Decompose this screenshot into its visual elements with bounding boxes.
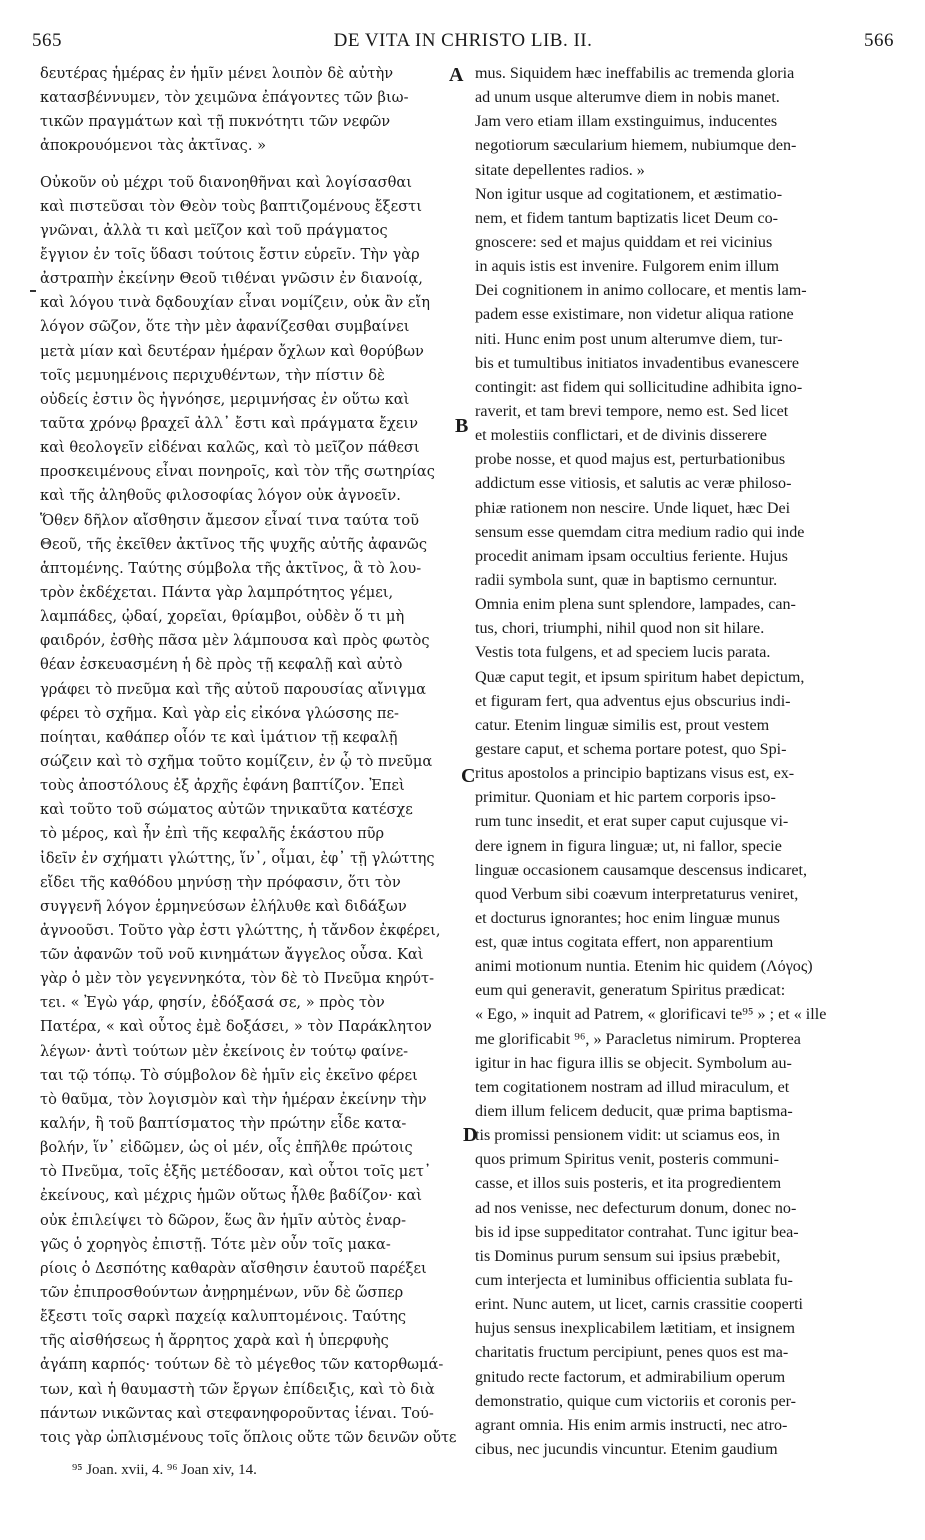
greek-text-line: τοῖς μεμυημένοις περιχυθέντων, τὴν πίστιν δὲ xyxy=(40,366,385,384)
greek-text-line: των, καὶ ἡ θαυμαστὴ τῶν ἔργων ἐπίδειξις, καὶ τὸ διὰ xyxy=(40,1380,435,1398)
latin-text-line: raverit, et tam brevi tempore, nemo est. Sed licet xyxy=(475,402,789,420)
latin-text-line: quod Verbum sibi coævum interpretaturus veniret, xyxy=(475,885,799,903)
greek-text-line: τοὺς ἀποστόλους ἐξ ἀρχῆς ἐφάνη βαπτίζον. Ἐπεὶ xyxy=(40,777,405,795)
greek-text-line: καὶ λόγου τινὰ δᾳδουχίαν εἶναι νομίζειν, οὐκ ἂν εἴη xyxy=(40,294,430,312)
latin-column xyxy=(475,62,895,1482)
greek-text-line: ἀστραπὴν ἐκείνην Θεοῦ τιθέναι γνῶσιν ἐν διανοίᾳ, xyxy=(40,270,423,288)
greek-text-line: τοις γὰρ ὡπλισμένους τοῖς ὅπλοις οὔτε τῶν δεινῶν οὔτε xyxy=(40,1428,457,1446)
greek-text-line: ἐκείνους, καὶ μέχρις ἡμῶν οὕτως ἦλθε βαδίζον· καὶ xyxy=(40,1187,422,1205)
latin-text-line: charitatis fructum percipiunt, penes quos est ma- xyxy=(475,1344,789,1362)
footnote: ⁹⁵ Joan. xvii, 4. ⁹⁶ Joan xiv, 14. xyxy=(72,1462,257,1478)
greek-text-line: πάντων νικῶντας καὶ στεφανηφοροῦντας ἰέναι. Τού- xyxy=(40,1404,434,1422)
greek-text-line: προσκειμένους εἶναι πονηροῖς, καὶ τὸν τῆς σωτηρίας xyxy=(40,463,435,481)
latin-text-line: ad unum usque alterumve diem in nobis manet. xyxy=(475,89,780,107)
greek-text-line xyxy=(40,159,456,171)
latin-text-line: padem esse existimare, non videtur aliqua ratione xyxy=(475,306,794,324)
latin-text-line: bis et tumultibus initiatos invadentibus evanescere xyxy=(475,354,800,372)
greek-text-line: καὶ θεολογεῖν εἰδέναι καλῶς, καὶ τὸ μεῖζον πάθεσι xyxy=(40,439,420,457)
latin-text-line: « Ego, » inquit ad Patrem, « glorificavi te⁹⁵ » ; et « ille xyxy=(475,1006,827,1024)
greek-column xyxy=(40,62,456,1482)
greek-text-line: ρίοις ὁ Δεσπότης καθαρὰν αἴσθησιν ἑαυτοῦ παρέξει xyxy=(40,1259,427,1277)
greek-text-line: ἀποκρουόμενοι τὰς ἀκτῖνας. » xyxy=(40,137,267,155)
greek-text-line: ἔξεστι τοῖς σαρκὶ παχείᾳ καλυπτομένοις. Ταύτης xyxy=(40,1308,407,1326)
greek-text-line: λέγων· ἀντὶ τούτων μὲν ἐκείνοις ἐν τούτῳ φαίνε- xyxy=(40,1042,409,1060)
latin-text-line: in aquis istis est invenire. Fulgorem enim illum xyxy=(475,258,779,276)
latin-text-line: est, quæ intus cogitata effert, non apparentium xyxy=(475,934,774,952)
greek-text-line: Πατέρα, « καὶ οὗτος ἐμὲ δοξάσει, » τὸν Παράκλητον xyxy=(40,1018,432,1036)
greek-text-line: ταῦτα χρόνῳ βραχεῖ ἀλλ᾽ ἔστι καὶ πράγματα ἔχειν xyxy=(40,414,418,432)
latin-text-line: gnoscere: sed et majus quiddam et rei vicinius xyxy=(475,233,773,251)
latin-text-line: agrant omnia. His enim armis instructi, nec atro- xyxy=(475,1416,788,1434)
latin-text-line: sensum esse quemdam citra medium radio qui inde xyxy=(475,523,805,541)
latin-text-line: tis promissi pensionem vidit: ut sciamus eos, in xyxy=(475,1127,780,1145)
greek-text-line: ποίηται, καθάπερ οἷόν τε καὶ ἱμάτιον τῇ κεφαλῇ xyxy=(40,728,398,746)
latin-text-line: cum interjecta et luminibus officientia sublata fu- xyxy=(475,1272,793,1290)
latin-text-line: ritus apostolos a principio baptizans visus est, ex- xyxy=(475,765,795,783)
greek-text-line: γνῶναι, ἀλλὰ τι καὶ μεῖζον καὶ τοῦ πράγματος xyxy=(40,221,388,239)
latin-text-line: addictum esse vitiosis, et salutis ac veræ philoso- xyxy=(475,475,792,493)
latin-text-line: mus. Siquidem hæc ineffabilis ac tremenda gloria xyxy=(475,65,795,82)
latin-text-line: animi motionum nuntia. Etenim hic quidem (Λόγος) xyxy=(475,958,813,976)
greek-text-line: Οὐκοῦν οὐ μέχρι τοῦ διανοηθῆναι καὶ λογίσασθαι xyxy=(40,173,412,191)
latin-text-line: negotiorum sæcularium hiemem, nubiumque den- xyxy=(475,137,797,155)
latin-text-line: diem illum felicem deducit, quæ prima baptisma- xyxy=(475,1103,793,1121)
greek-text-line: δευτέρας ἡμέρας ἐν ἡμῖν μένει λοιπὸν δὲ αὐτὴν xyxy=(40,65,394,82)
latin-text-line: rum tunc insedit, et erat super caput cujusque vi- xyxy=(475,813,789,831)
greek-text-line: τῶν ἐπιπροσθούντων ἀνῃρημένων, νῦν δὲ ὥσπερ xyxy=(40,1284,404,1302)
greek-text-line: μετὰ μίαν καὶ δευτέραν ἡμέραν ὄχλων καὶ θορύβων xyxy=(40,342,424,360)
greek-text-line: καὶ πιστεῦσαι τὸν Θεὸν τοὺς βαπτιζομένους ἔξεστι xyxy=(40,197,422,215)
greek-text-line: ἀγνοοῦσι. Τοῦτο γὰρ ἐστι γλώττης, ἡ τἄνδον ἐκφέρει, xyxy=(40,921,441,939)
latin-text-line: tus, chori, triumphi, nihil quod non sit hilare. xyxy=(475,620,765,638)
latin-text-line: me glorificabit ⁹⁶, » Paracletus nimirum. Propterea xyxy=(475,1030,801,1048)
greek-text-line: καλήν, ἣ τοῦ βαπτίσματος τὴν πρώτην εἶδε κατα- xyxy=(40,1115,407,1133)
latin-text-line: casse, et illos suis posteris, et ita progredientem xyxy=(475,1175,782,1193)
greek-text-line: καὶ τοῦτο τοῦ σώματος αὐτῶν τηνικαῦτα κατέσχε xyxy=(40,801,413,819)
greek-text-line: βολήν, ἵν᾽ εἰδῶμεν, ὡς οἱ μέν, οἷς ἐπῆλθε πρώτοις xyxy=(40,1139,413,1157)
page-number-right: 566 xyxy=(864,30,894,51)
section-marker-b: B xyxy=(455,415,469,437)
latin-text-line: niti. Hunc enim post unum alterumve diem, tur- xyxy=(475,330,783,348)
greek-text-line: Θεοῦ, τῆς ἐκεῖθεν ἀκτῖνος τῆς ψυχῆς αὐτῆς ἀφανῶς xyxy=(40,535,427,553)
greek-text-line: τει. « Ἐγὼ γάρ, φησίν, ἐδόξασά σε, » πρὸς τὸν xyxy=(40,994,385,1012)
greek-text-line: ἰδεῖν ἐν σχήματι γλώττης, ἵν᾽, οἶμαι, ἐφ᾽ τῇ γλώττης xyxy=(40,849,435,867)
latin-text-line: probe nosse, et quod majus est, perturbationibus xyxy=(475,451,786,469)
greek-text-line: σώζειν καὶ τὸ σχῆμα τοῦτο κομίζειν, ἐν ᾧ τὸ πνεῦμα xyxy=(40,752,433,770)
latin-text-line: igitur in hac figura illis se objecit. Symbolum au- xyxy=(475,1054,792,1072)
latin-text-line: gestare caput, et schema portare potest, quo Spi- xyxy=(475,740,787,758)
greek-text-line: Ὅθεν δῆλον αἴσθησιν ἄμεσον εἶναί τινα ταύτα τοῦ xyxy=(40,511,420,529)
latin-text-line: nem, et fidem tantum baptizatis licet Deum co- xyxy=(475,209,778,227)
greek-text-line: καὶ τῆς ἀληθοῦς φιλοσοφίας λόγον οὐκ ἀγνοεῖν. xyxy=(40,487,401,505)
latin-text-line: primitur. Quoniam et hic partem corporis ipso- xyxy=(475,789,776,807)
latin-text-line: Omnia enim plena sunt splendore, lampades, can- xyxy=(475,596,796,614)
greek-text-line: τὸ Πνεῦμα, τοῖς ἑξῆς μετέδοσαν, καὶ οὗτοι τοῖς μετ᾽ xyxy=(40,1163,432,1181)
latin-text-line: cibus, nec jucundis vincuntur. Etenim gaudium xyxy=(475,1441,778,1459)
greek-text-line: ται τῷ τόπῳ. Τὸ σύμβολον δὲ ἡμῖν εἰς ἐκεῖνο φέρει xyxy=(40,1066,418,1084)
latin-text-line: tem cogitationem nostram ad illud miraculum, et xyxy=(475,1078,790,1096)
latin-text-line: Vestis tota fulgens, et ad speciem lucis parata. xyxy=(475,644,771,662)
section-marker-a: A xyxy=(449,64,464,86)
latin-text-line: linguæ occasionem causamque descensus indicaret, xyxy=(475,861,808,879)
greek-text-line: κατασβέννυμεν, τὸν χειμῶνα ἐπάγοντες τῶν βιω- xyxy=(40,89,409,107)
greek-text-line: ἀγάπη καρπός· τούτων δὲ τὸ μέγεθος τῶν κατορθωμά- xyxy=(40,1356,444,1374)
latin-text-line: sitate depellentes radios. » xyxy=(475,161,645,179)
greek-text-line: εἴδει τῆς καθόδου μηνύσῃ τὴν πρόφασιν, ὅτι τὸν xyxy=(40,873,401,891)
greek-text-line: λόγον σῶζον, ὅτε τὴν μὲν ἀφανίζεσθαι συμβαίνει xyxy=(40,318,410,336)
latin-text-line: dere ignem in figura linguæ; ut, ni fallor, specie xyxy=(475,837,782,855)
latin-text-line: Dei cognitionem in animo collocare, et mentis lam- xyxy=(475,282,807,300)
greek-text-line: λαμπάδες, ᾠδαί, χορεῖαι, θρίαμβοι, οὐδὲν ὅ τι μὴ xyxy=(40,608,405,626)
section-marker-c: C xyxy=(461,765,476,787)
latin-text-line: et docturus ignorantes; hoc enim linguæ munus xyxy=(475,909,780,927)
latin-text-line: hujus sensus inexplicabilem lætitiam, et insignem xyxy=(475,1320,796,1338)
latin-text-line: gnitudo recte factorum, et admirabilium operum xyxy=(475,1368,786,1386)
greek-text-line: ἁπτομένης. Ταύτης σύμβολα τῆς ἀκτῖνος, ἃ τὸ λου- xyxy=(40,559,422,577)
greek-text-line: οὐδείς ἐστιν ὃς ἠγνόησε, μεριμνήσας ἐν οὕτω καὶ xyxy=(40,390,410,408)
latin-text-line: phiæ rationem non nescire. Unde liquet, hæc Dei xyxy=(475,499,791,517)
latin-text-line: erint. Nunc autem, ut licet, carnis crassitie cooperti xyxy=(475,1296,804,1314)
latin-text-line: Jam vero etiam illam exstinguimus, inducentes xyxy=(475,113,778,131)
latin-text-line: Quæ caput tegit, et ipsum spiritum habet depictum, xyxy=(475,668,805,686)
page-header xyxy=(32,30,894,64)
page-number-left: 565 xyxy=(32,30,62,51)
greek-text-line: συγγενῆ λόγον ἑρμηνεύσων ἐλήλυθε καὶ διδάξων xyxy=(40,897,407,915)
greek-text-line: οὐκ ἐπιλείψει τὸ δῶρον, ἕως ἂν ἡμῖν αὐτὸς ἐναρ- xyxy=(40,1211,406,1229)
latin-text-line: catur. Etenim linguæ similis est, prout vestem xyxy=(475,716,770,734)
latin-text-line: tis Dominus purum sensum sui ipsius præbebit, xyxy=(475,1247,781,1265)
latin-text-line: quos primum Spiritus venit, posteris communi- xyxy=(475,1151,779,1169)
margin-mark xyxy=(30,290,36,292)
greek-text-line: τρὸν ἐκδέχεται. Πάντα γὰρ λαμπρότητος γέμει, xyxy=(40,583,394,601)
latin-text-line: contingit: ast fidem qui sollicitudine adhibita igno- xyxy=(475,378,803,396)
greek-text-line: τὸ μέρος, καὶ ἦν ἐπὶ τῆς κεφαλῆς ἑκάστου πῦρ xyxy=(40,825,385,843)
greek-text-line: τικῶν πραγμάτων καὶ τῇ πυκνότητι τῶν νεφῶν xyxy=(40,113,391,131)
greek-text-line: τὸ θαῦμα, τὸν λογισμὸν καὶ τὴν ἡμέραν ἐκείνην τὴν xyxy=(40,1090,427,1108)
latin-text-line: procedit animam ipsam occultius feriente. Hujus xyxy=(475,547,788,565)
latin-text-line: Non igitur usque ad cogitationem, et æstimatio- xyxy=(475,185,783,203)
latin-text-line: et figuram fert, qua adventus ejus obscurius indi- xyxy=(475,692,791,710)
greek-text-line: φέρει τὸ σχῆμα. Καὶ γὰρ εἰς εἰκόνα γλώσσης πε- xyxy=(40,704,399,722)
greek-text-line: φαιδρόν, ἐσθὴς πᾶσα μὲν λάμπουσα καὶ πρὸς φωτὸς xyxy=(40,632,430,650)
section-marker-d: D xyxy=(463,1124,478,1146)
running-title: DE VITA IN CHRISTO LIB. II. xyxy=(333,30,593,51)
latin-text-line: bis id ipse suppeditator contrahat. Tunc igitur bea- xyxy=(475,1223,799,1241)
greek-text-line: γὰρ ὁ μὲν τὸν γεγεννηκότα, τὸν δὲ τὸ Πνεῦμα κηρύτ- xyxy=(40,970,435,988)
greek-text-line: ἔγγιον ἐν τοῖς ὕδασι τούτοις ἔστιν εὑρεῖν. Τὴν γὰρ xyxy=(40,245,420,263)
latin-text-line: demonstratio, quique cum victoriis et coronis per- xyxy=(475,1392,797,1410)
greek-text-line: τῆς αἰσθήσεως ἡ ἄρρητος χαρὰ καὶ ἡ ὑπερφυὴς xyxy=(40,1332,389,1350)
greek-text-line: γῶς ὁ χορηγὸς ἐπιστῇ. Τότε μὲν οὖν τοῖς μακα- xyxy=(40,1235,391,1253)
latin-text-line: et molestiis conflictari, et de divinis disserere xyxy=(475,427,767,445)
greek-text-line: τῶν ἀφανῶν τοῦ νοῦ κινημάτων ἄγγελος οὖσα. Καὶ xyxy=(40,946,424,964)
greek-text-line: γράφει τὸ πνεῦμα καὶ τῆς αὐτοῦ παρουσίας αἴνιγμα xyxy=(40,680,427,698)
greek-text-line: θέαν ἐσκευασμένη ἡ δὲ πρὸς τῇ κεφαλῇ καὶ αὐτὸ xyxy=(40,656,403,674)
latin-text-line: eum qui generavit, generatum Spiritus prædicat: xyxy=(475,982,786,1000)
latin-text-line: ad nos venisse, nec defecturum donum, donec no- xyxy=(475,1199,797,1217)
latin-text-line: radii symbola sunt, quæ in baptismo cernuntur. xyxy=(475,571,778,589)
